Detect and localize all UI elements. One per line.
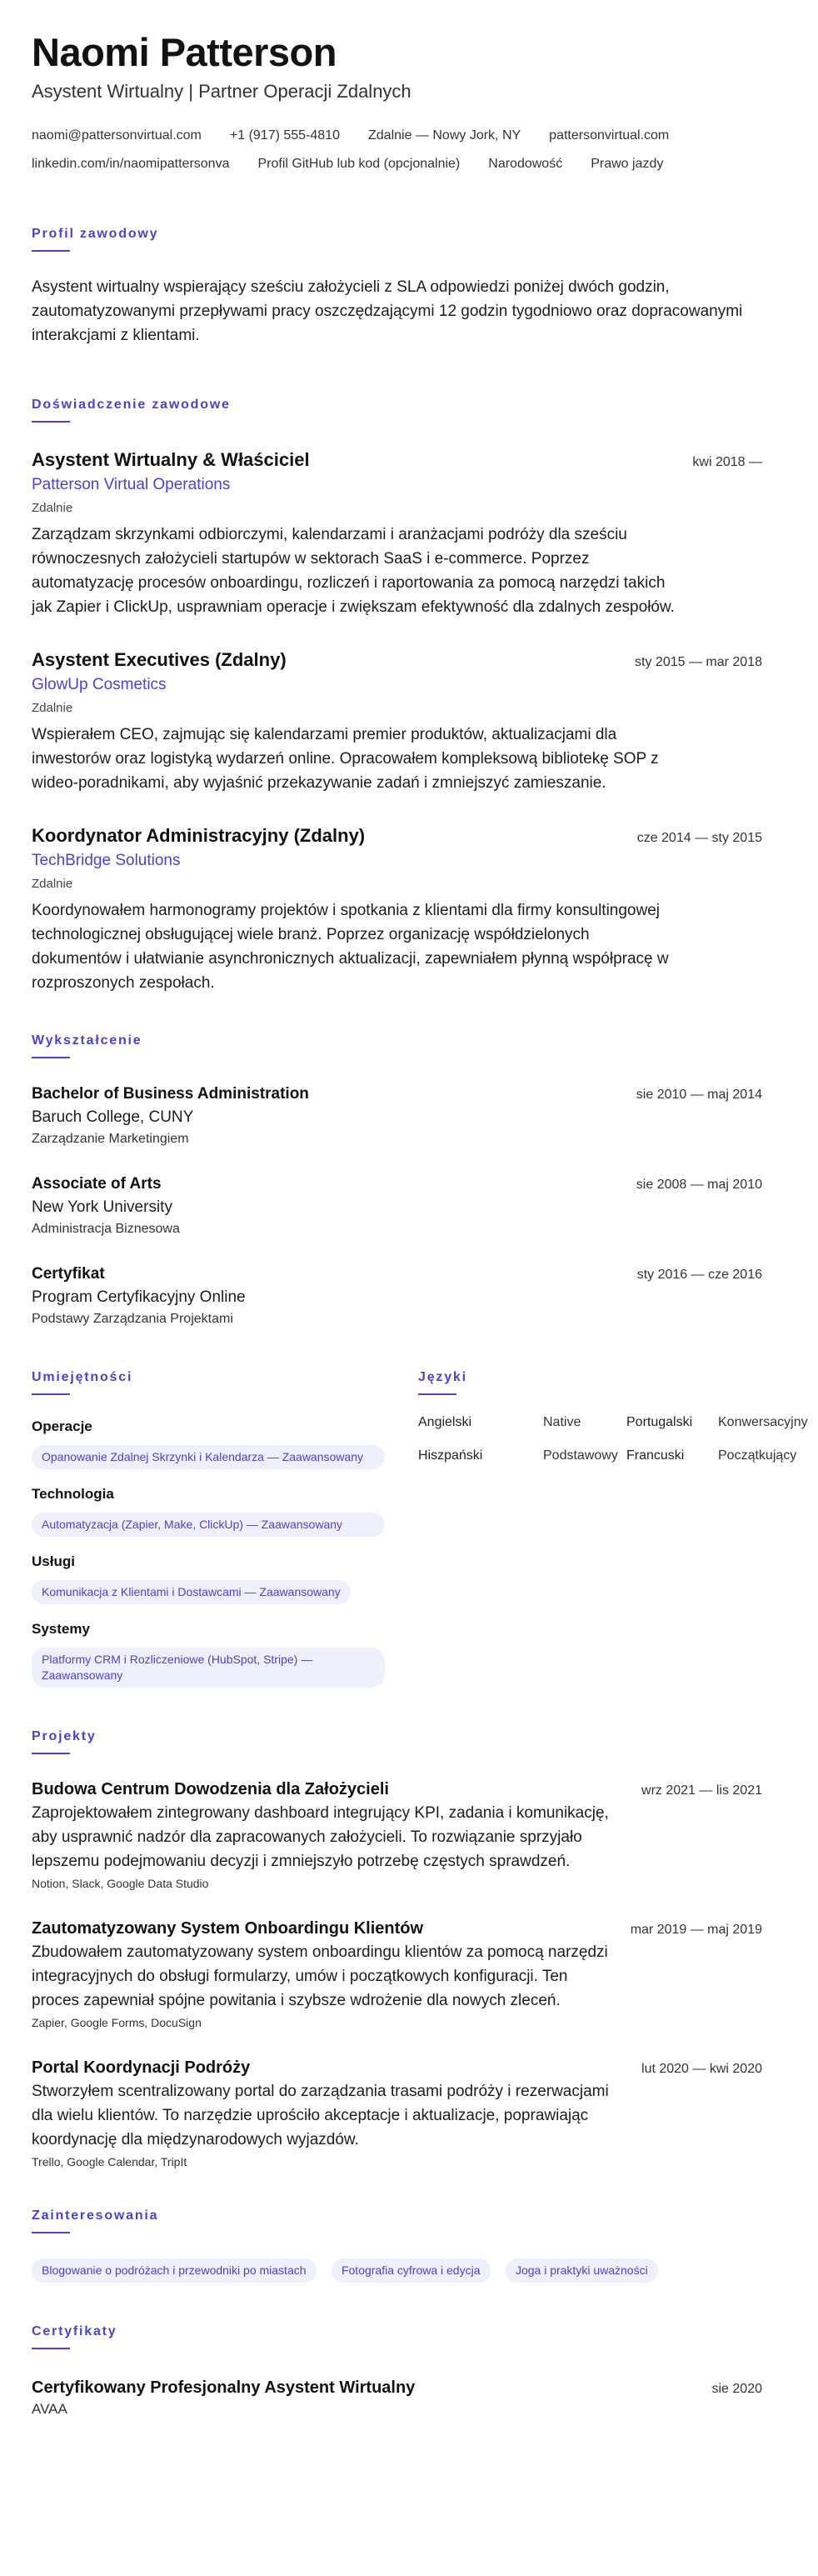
language-name: Angielski: [418, 1415, 472, 1429]
cert-org: AVAA: [32, 2401, 67, 2417]
language-level: Początkujący: [718, 1448, 797, 1463]
edu-degree: Certyfikat: [32, 1265, 105, 1283]
candidate-name: Naomi Patterson: [32, 30, 337, 74]
edu-degree: Bachelor of Business Administration: [32, 1085, 309, 1103]
contact-location: Zdalnie — Nowy Jork, NY: [368, 128, 521, 143]
contact-license: Prawo jazdy: [591, 157, 664, 171]
candidate-title: Asystent Wirtualny | Partner Operacji Zdalnych: [32, 81, 411, 102]
skill-group: [32, 1484, 385, 1537]
language-level: Podstawowy: [543, 1448, 618, 1463]
project-tools: Trello, Google Calendar, TripIt: [32, 2155, 187, 2168]
experience-heading: Doświadczenie zawodowe: [32, 398, 231, 412]
language-name: Francuski: [626, 1448, 685, 1463]
section-divider: [32, 2348, 70, 2349]
languages-section: [418, 1370, 818, 1688]
job-company: Patterson Virtual Operations: [32, 476, 231, 493]
section-divider: [32, 1753, 70, 1754]
contact-info: [32, 122, 762, 178]
edu-field: Administracja Biznesowa: [32, 1222, 180, 1236]
interest-chip: Joga i praktyki uważności: [506, 2258, 658, 2283]
project-entry: [32, 1778, 762, 1892]
section-divider: [32, 1393, 70, 1395]
contact-email[interactable]: naomi@pattersonvirtual.com: [32, 128, 202, 143]
edu-school: Program Certyfikacyjny Online: [32, 1288, 246, 1306]
project-title: Budowa Centrum Dowodzenia dla Założycieli: [32, 1780, 389, 1798]
contact-nationality: Narodowość: [488, 157, 563, 171]
job-dates: sty 2015 — mar 2018: [635, 655, 762, 669]
section-divider: [32, 250, 70, 252]
skill-group: [32, 1417, 385, 1469]
education-entry: [32, 1263, 762, 1328]
interest-chip: Blogowanie o podróżach i przewodniki po miastach: [32, 2258, 317, 2283]
languages-list: [418, 1415, 818, 1463]
project-tools: Notion, Slack, Google Data Studio: [32, 1877, 209, 1890]
project-tools: Zapier, Google Forms, DocuSign: [32, 2016, 202, 2029]
experience-section: [32, 398, 762, 995]
project-dates: lut 2020 — kwi 2020: [641, 2062, 762, 2076]
project-description: Zbudowałem zautomatyzowany system onboardingu klientów za pomocą narzędzi integracyjnych do obsługi formularzy, umów i początkowych konfiguracji. Ten proces zapewniał spójne powitania i szybsze wdrożenie dla nowych zleceń.: [32, 1943, 608, 2009]
cert-title: Certyfikowany Profesjonalny Asystent Wirtualny: [32, 2378, 416, 2397]
skill-group-name: Technologia: [32, 1486, 114, 1502]
job-location: Zdalnie: [32, 701, 73, 715]
project-dates: mar 2019 — maj 2019: [630, 1923, 762, 1937]
job-dates: cze 2014 — sty 2015: [636, 831, 762, 845]
job-entry: [32, 648, 762, 795]
project-dates: wrz 2021 — lis 2021: [641, 1783, 762, 1798]
interest-chip: Fotografia cyfrowa i edycja: [332, 2258, 491, 2283]
skill-chip: Automatyzacja (Zapier, Make, ClickUp) — Zaawansowany: [32, 1513, 385, 1537]
contact-phone[interactable]: +1 (917) 555-4810: [229, 128, 340, 143]
project-entry: [32, 2056, 762, 2170]
contact-github[interactable]: Profil GitHub lub kod (opcjonalnie): [257, 157, 461, 171]
skill-group: [32, 1552, 385, 1604]
interests-heading: Zainteresowania: [32, 2208, 159, 2223]
job-description: Wspierałem CEO, zajmując się kalendarzami premier produktów, aktualizacjami dla inwestorów oraz logistyką wydarzeń online. Opracowałem kompleksową bibliotekę SOP z wideo-poradnikami, aby wyjaśnić przekazywanie zadań i zmniejszyć zamieszanie.: [32, 726, 659, 792]
projects-heading: Projekty: [32, 1729, 97, 1743]
skill-chip: Komunikacja z Klientami i Dostawcami — Zaawansowany: [32, 1580, 351, 1604]
project-entry: [32, 1917, 762, 2031]
certifications-section: [32, 2324, 762, 2419]
edu-dates: sie 2008 — maj 2010: [636, 1178, 762, 1192]
edu-dates: sie 2010 — maj 2014: [636, 1088, 762, 1102]
skills-heading: Umiejętności: [32, 1370, 133, 1384]
interests-section: [32, 2208, 762, 2283]
project-title: Portal Koordynacji Podróży: [32, 2058, 251, 2077]
language-name: Hiszpański: [418, 1448, 483, 1463]
profile-section: [32, 227, 762, 348]
edu-degree: Associate of Arts: [32, 1175, 162, 1193]
section-divider: [418, 1393, 456, 1395]
skills-section: [32, 1370, 385, 1688]
job-dates: kwi 2018 —: [692, 455, 762, 469]
contact-website[interactable]: pattersonvirtual.com: [549, 128, 670, 143]
education-entry: [32, 1173, 762, 1238]
cert-date: sie 2020: [711, 2382, 762, 2396]
job-entry: [32, 823, 762, 995]
skill-chip: Opanowanie Zdalnej Skrzynki i Kalendarza — Zaawansowany: [32, 1445, 385, 1469]
edu-field: Podstawy Zarządzania Projektami: [32, 1312, 233, 1326]
education-heading: Wykształcenie: [32, 1033, 142, 1048]
skill-chip: Platformy CRM i Rozliczeniowe (HubSpot, Stripe) — Zaawansowany: [32, 1648, 385, 1688]
language-level: Native: [543, 1415, 581, 1429]
education-entry: [32, 1083, 762, 1148]
section-divider: [32, 2232, 70, 2233]
contact-linkedin[interactable]: linkedin.com/in/naomipattersonva: [32, 157, 230, 171]
edu-field: Zarządzanie Marketingiem: [32, 1132, 189, 1146]
profile-summary: Asystent wirtualny wspierający sześciu założycieli z SLA odpowiedzi poniżej dwóch godzin, zautomatyzowanymi przepływami pracy oszczędzającymi 12 godzin tygodniowo oraz dopracowanymi interakcjami z klientami.: [32, 278, 743, 344]
job-location: Zdalnie: [32, 501, 73, 515]
language-name: Portugalski: [626, 1415, 693, 1429]
job-title: Asystent Wirtualny & Właściciel: [32, 449, 310, 470]
job-company: GlowUp Cosmetics: [32, 676, 167, 693]
job-description: Zarządzam skrzynkami odbiorczymi, kalendarzami i aranżacjami podróży dla sześciu równoczesnych założycieli startupów w sektorach SaaS i e-commerce. Poprzez automatyzację procesów onboardingu, rozliczeń i raportowania za pomocą narzędzi takich jak Zapier i ClickUp, usprawniam operacje i zwiększam efektywność dla zdalnych zespołów.: [32, 526, 675, 616]
skill-group-name: Systemy: [32, 1621, 90, 1637]
job-title: Koordynator Administracyjny (Zdalny): [32, 825, 366, 846]
job-location: Zdalnie: [32, 877, 73, 891]
project-title: Zautomatyzowany System Onboardingu Klientów: [32, 1919, 424, 1938]
projects-section: [32, 1729, 762, 2170]
job-title: Asystent Executives (Zdalny): [32, 649, 287, 670]
project-description: Zaprojektowałem zintegrowany dashboard integrujący KPI, zadania i komunikację, aby usprawnić nadzór dla zapracowanych założycieli. To rozwiązanie sprzyjało lepszemu podejmowaniu decyzji i zmniejszyło potrzebę częstych sprawdzeń.: [32, 1804, 609, 1870]
edu-dates: sty 2016 — cze 2016: [636, 1268, 762, 1282]
skill-group: [32, 1619, 385, 1688]
job-description: Koordynowałem harmonogramy projektów i spotkania z klientami dla firmy konsultingowej technologicznej obsługującej wiele branż. Poprzez organizację współdzielonych dokumentów i ułatwianie asynchronicznych aktualizacji, zapewniałem płynną współpracę w rozproszonych zespołach.: [32, 902, 669, 992]
section-divider: [32, 421, 70, 423]
job-company: TechBridge Solutions: [32, 852, 181, 869]
edu-school: Baruch College, CUNY: [32, 1108, 194, 1126]
education-section: [32, 1033, 762, 1328]
section-divider: [32, 1057, 70, 1058]
interests-list: [32, 2250, 762, 2283]
skill-group-name: Usługi: [32, 1553, 75, 1569]
skills-languages-row: [32, 1370, 808, 1688]
edu-school: New York University: [32, 1198, 172, 1216]
project-description: Stworzyłem scentralizowany portal do zarządzania trasami podróży i rezerwacjami dla wielu klientów. To narzędzie uprościło akceptacje i aktualizacje, poprawiając koordynację dla międzynarodowych wyjazdów.: [32, 2083, 609, 2148]
job-entry: [32, 448, 762, 619]
profile-heading: Profil zawodowy: [32, 227, 159, 241]
certification-entry: [32, 2376, 762, 2419]
language-level: Konwersacyjny: [718, 1415, 808, 1429]
languages-heading: Języki: [418, 1370, 467, 1384]
skill-group-name: Operacje: [32, 1418, 92, 1434]
certifications-heading: Certyfikaty: [32, 2324, 117, 2338]
